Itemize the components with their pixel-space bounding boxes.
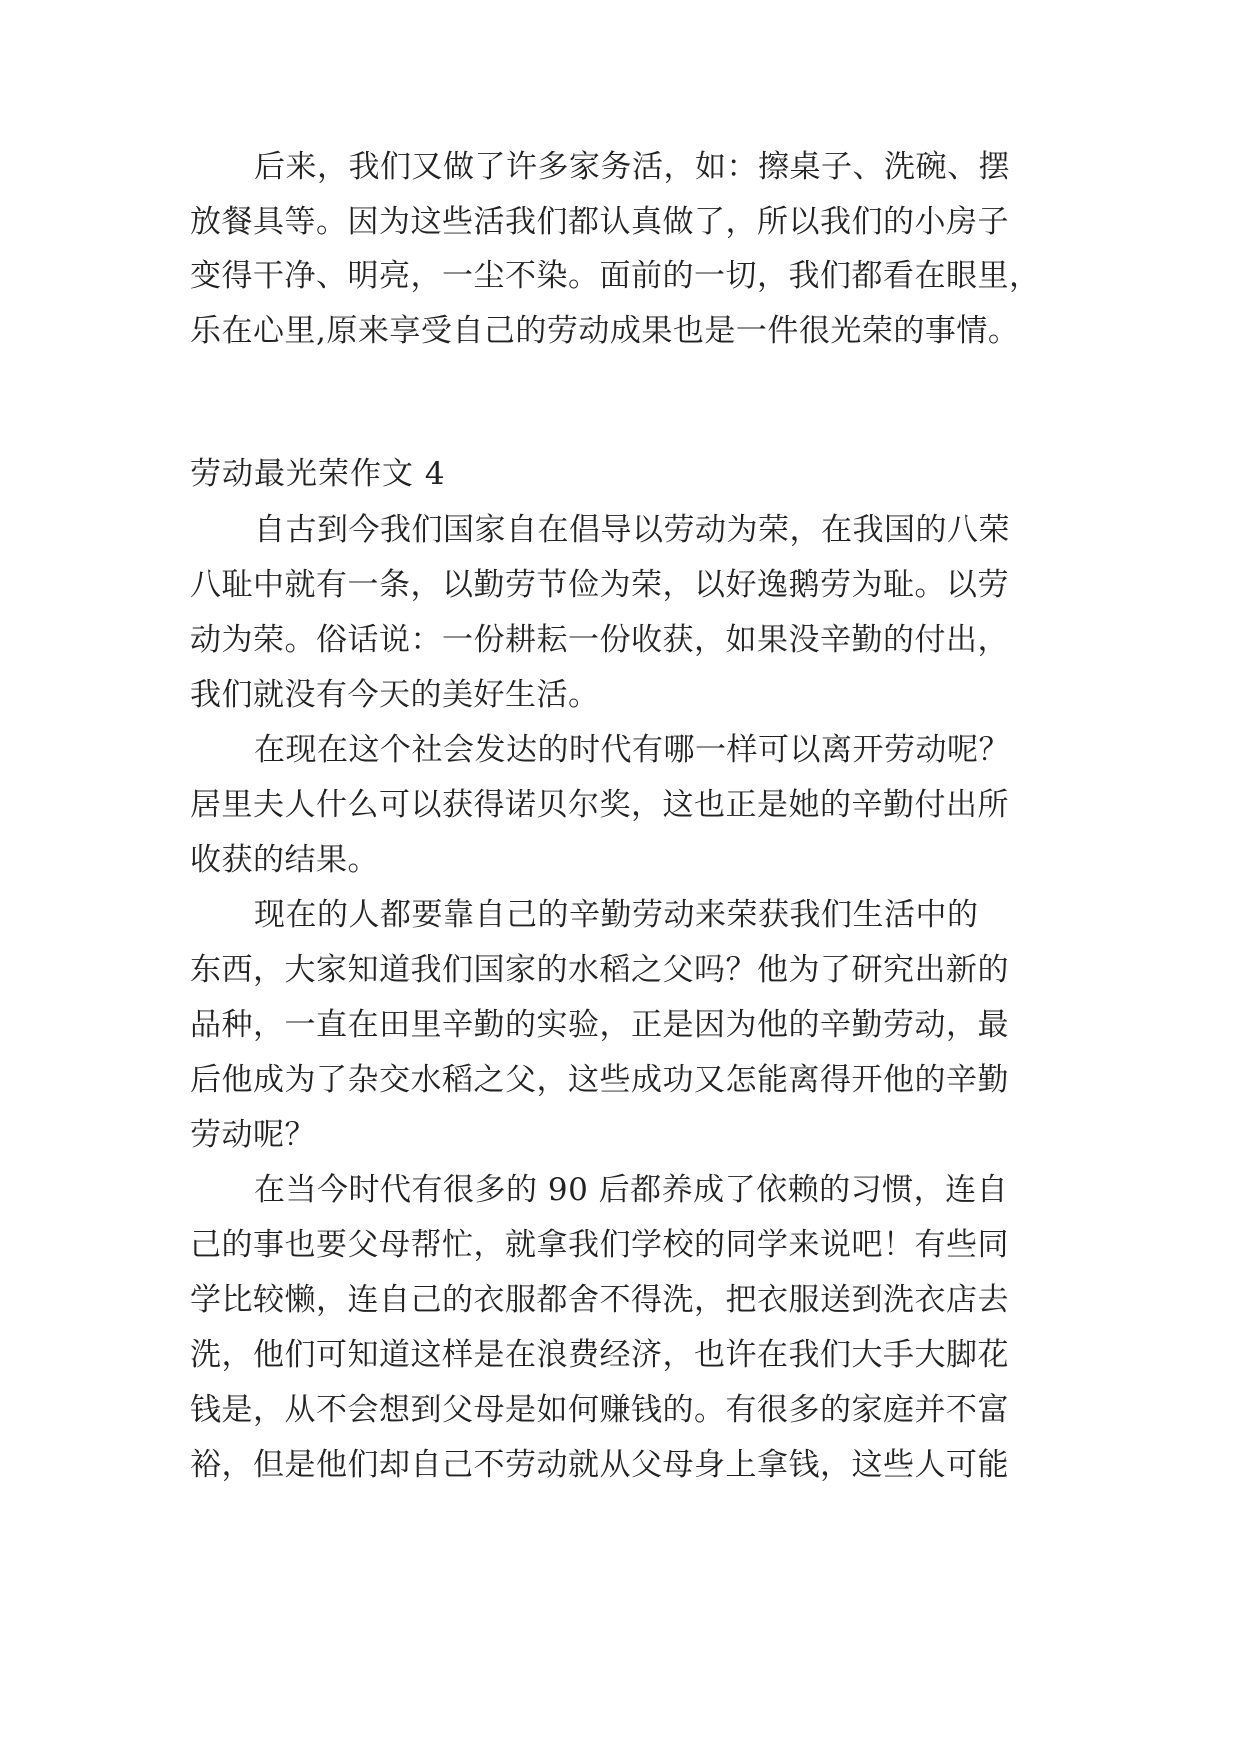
text-line: 变得干净、明亮，一尘不染。面前的一切，我们都看在眼里，	[190, 258, 1041, 294]
text-line: 收获的结果。	[190, 842, 379, 878]
text-line: 后他成为了杂交水稻之父，这些成功又怎能离得开他的辛勤	[190, 1062, 1009, 1098]
text-line: 八耻中就有一条，以勤劳节俭为荣，以好逸鹅劳为耻。以劳	[190, 567, 1009, 603]
section-title: 劳动最光荣作文 4	[190, 456, 446, 492]
text-line: 在当今时代有很多的 90 后都养成了依赖的习惯，连自	[254, 1172, 1009, 1208]
text-line: 乐在心里,原来享受自己的劳动成果也是一件很光荣的事情。	[190, 313, 1020, 349]
text-line: 洗，他们可知道这样是在浪费经济，也许在我们大手大脚花	[190, 1337, 1009, 1373]
text-line: 居里夫人什么可以获得诺贝尔奖，这也正是她的辛勤付出所	[190, 787, 1009, 823]
text-line: 放餐具等。因为这些活我们都认真做了，所以我们的小房子	[190, 204, 1009, 240]
text-line: 现在的人都要靠自己的辛勤劳动来荣获我们生活中的	[254, 897, 979, 933]
text-line: 品种，一直在田里辛勤的实验，正是因为他的辛勤劳动，最	[190, 1007, 1009, 1043]
text-line: 动为荣。俗话说：一份耕耘一份收获，如果没辛勤的付出，	[190, 622, 1009, 658]
text-line: 劳动呢？	[190, 1117, 316, 1153]
text-line: 己的事也要父母帮忙，就拿我们学校的同学来说吧！有些同	[190, 1227, 1009, 1263]
text-line: 我们就没有今天的美好生活。	[190, 677, 600, 713]
text-line: 东西，大家知道我们国家的水稻之父吗？他为了研究出新的	[190, 952, 1009, 988]
text-line: 钱是，从不会想到父母是如何赚钱的。有很多的家庭并不富	[190, 1392, 1009, 1428]
text-line: 裕，但是他们却自己不劳动就从父母身上拿钱，这些人可能	[190, 1447, 1009, 1483]
text-line: 在现在这个社会发达的时代有哪一样可以离开劳动呢？	[254, 732, 1010, 768]
text-line: 后来，我们又做了许多家务活，如：擦桌子、洗碗、摆	[254, 149, 1010, 185]
text-line: 自古到今我们国家自在倡导以劳动为荣，在我国的八荣	[254, 512, 1010, 548]
text-line: 学比较懒，连自己的衣服都舍不得洗，把衣服送到洗衣店去	[190, 1282, 1009, 1318]
